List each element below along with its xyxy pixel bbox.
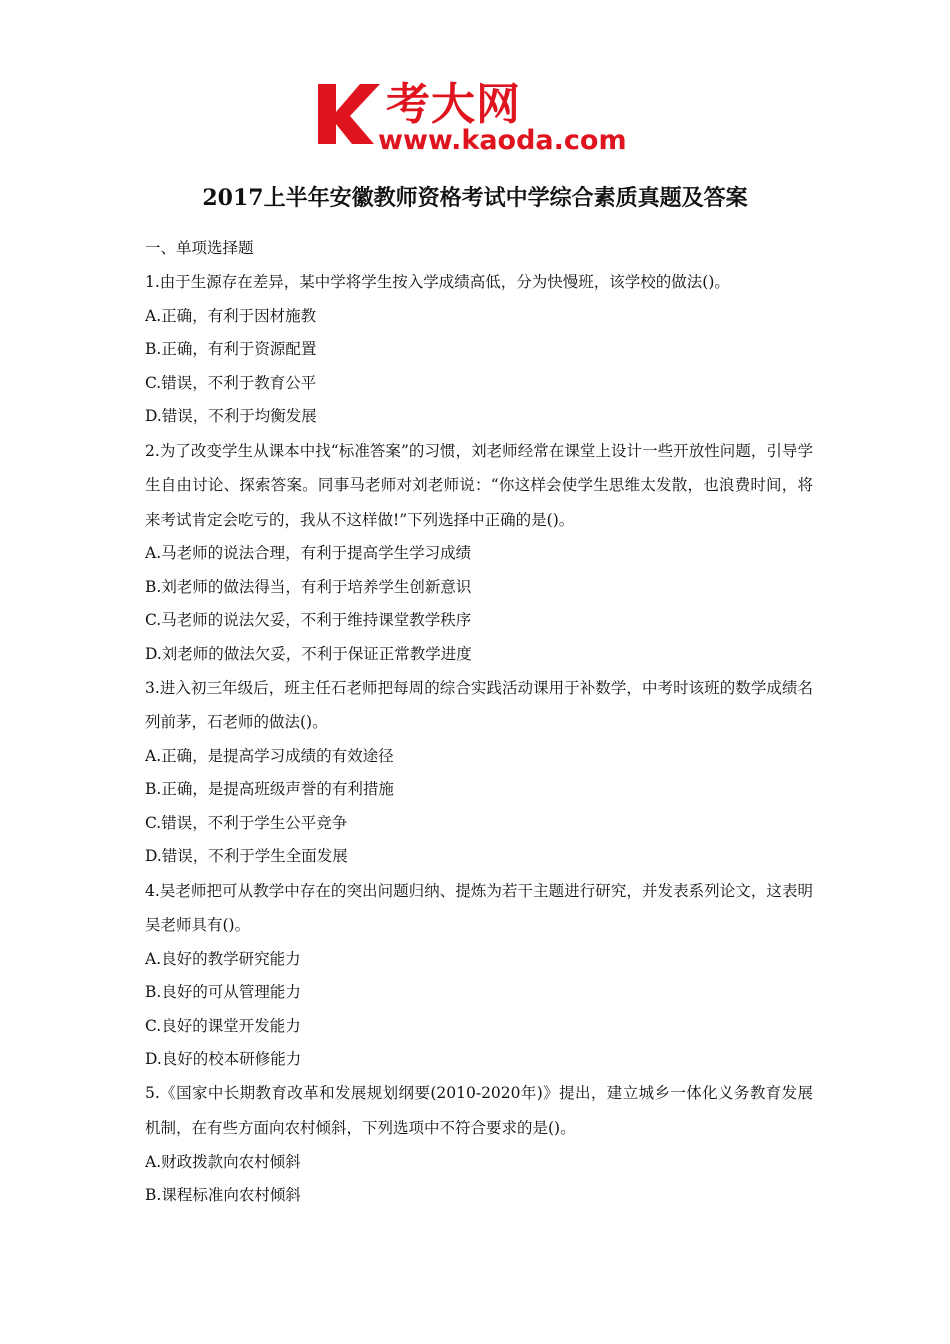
option-a: A.财政拨款向农村倾斜 (145, 1152, 301, 1171)
option-a: A.马老师的说法合理，有利于提高学生学习成绩 (145, 544, 472, 563)
option-c: C.马老师的说法欠妥，不利于维持课堂教学秩序 (145, 611, 472, 630)
question-3 (145, 671, 813, 874)
question-stem: 5.《国家中长期教育改革和发展规划纲要(2010-2020年)》提出，建立城乡一体化义务教育发展机制，在有些方面向农村倾斜，下列选项中不符合要求的是()。 (145, 1084, 813, 1137)
question-1 (145, 265, 813, 433)
question-stem: 4.吴老师把可从教学中存在的突出问题归纳、提炼为若干主题进行研究，并发表系列论文，这表明吴老师具有()。 (145, 881, 813, 935)
option-c: C.错误，不利于教育公平 (145, 373, 317, 392)
question-stem: 1.由于生源存在差异，某中学将学生按入学成绩高低，分为快慢班，该学校的做法()。 (145, 273, 730, 292)
logo-chinese-name: 考大网 (386, 79, 521, 130)
question-stem: 3.进入初三年级后，班主任石老师把每周的综合实践活动课用于补数学，中考时该班的数学成绩名列前茅，石老师的做法()。 (145, 678, 813, 732)
option-b: B.正确，是提高班级声誉的有利措施 (145, 780, 394, 799)
kaoda-logo (316, 80, 646, 158)
option-b: B.良好的可从管理能力 (145, 983, 301, 1002)
option-b: B.正确，有利于资源配置 (145, 340, 317, 359)
question-stem: 2.为了改变学生从课本中找“标准答案”的习惯，刘老师经常在课堂上设计一些开放性问题，引导学生自由讨论、探索答案。同事马老师对刘老师说：“你这样会使学生思维太发散，也浪费时间，将来考试肯定会吃亏的，我从不这样做!”下列选择中正确的是()。 (145, 441, 813, 529)
question-4 (145, 874, 813, 1077)
option-d: D.良好的校本研修能力 (145, 1050, 302, 1068)
option-d: D.错误，不利于均衡发展 (145, 407, 317, 426)
logo-url: www.kaoda.com (378, 125, 627, 156)
option-c: C.错误，不利于学生公平竞争 (145, 813, 348, 832)
question-5 (145, 1076, 813, 1212)
option-a: A.良好的教学研究能力 (145, 949, 301, 968)
document-body (145, 232, 813, 1212)
option-c: C.良好的课堂开发能力 (145, 1016, 301, 1035)
option-a: A.正确，是提高学习成绩的有效途径 (145, 747, 394, 766)
question-2 (145, 434, 813, 671)
option-b: B.课程标准向农村倾斜 (145, 1185, 301, 1204)
page-title: 2017上半年安徽教师资格考试中学综合素质真题及答案 (202, 185, 748, 211)
option-a: A.正确，有利于因材施教 (145, 306, 317, 325)
option-b: B.刘老师的做法得当，有利于培养学生创新意识 (145, 577, 472, 596)
option-d: D.刘老师的做法欠妥，不利于保证正常教学进度 (145, 644, 472, 663)
option-d: D.错误，不利于学生全面发展 (145, 847, 348, 866)
section-heading: 一、单项选择题 (145, 239, 254, 257)
